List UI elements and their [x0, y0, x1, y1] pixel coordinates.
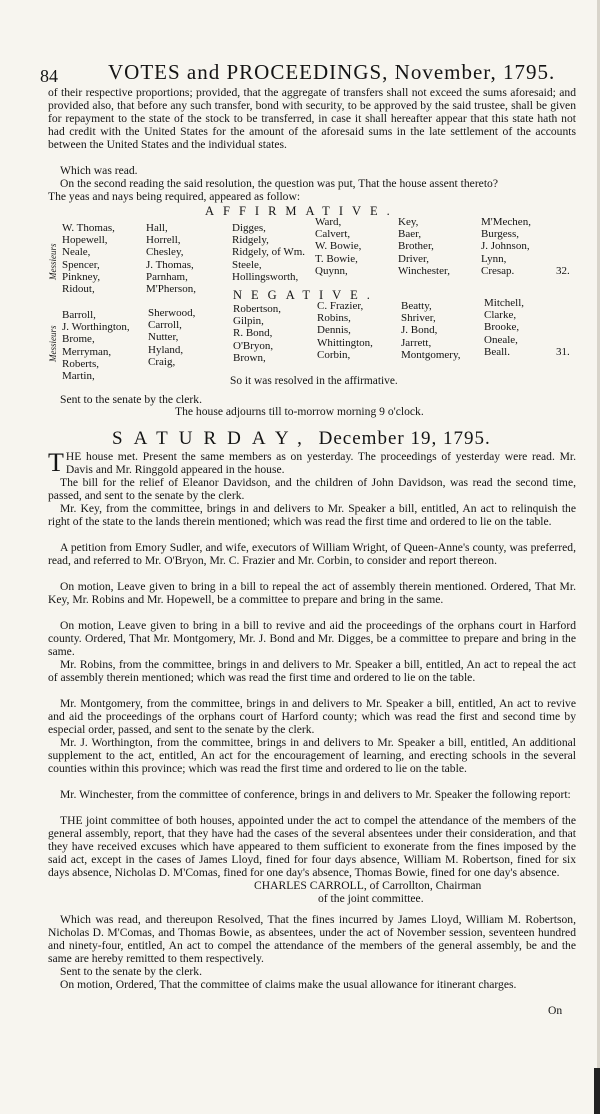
sent-to-senate: Sent to the senate by the clerk.	[60, 393, 202, 406]
vote-name: Horrell,	[146, 234, 181, 247]
paragraph-house-met	[48, 450, 576, 476]
vote-result: So it was resolved in the affirmative.	[230, 375, 398, 387]
vote-name: Shriver,	[401, 312, 436, 325]
vote-name: Calvert,	[315, 228, 351, 241]
vote-name: Parnham,	[146, 270, 188, 283]
paragraph-worthington-bill: Mr. J. Worthington, from the committee, brings in and delivers to Mr. Speaker a bill, entitled, An additional supplement to the act, entitled, An act for the encouragement of learning, and erecting schools in the several counties within this province; which was read the first time and ordered to lie on the table.	[48, 736, 576, 775]
vote-name: Brooke,	[484, 321, 520, 334]
paragraph-davidson-bill: The bill for the relief of Eleanor Davidson, and the children of John Davidson, was read the second time, passed, and sent to the senate by the clerk.	[48, 476, 576, 502]
vote-name: W. Bowie,	[315, 240, 362, 253]
paragraph-montgomery-bill: Mr. Montgomery, from the committee, brings in and delivers to Mr. Speaker a bill, entitled, An act to revive and aid the proceedings of the orphans court of Harford county; which was read the first and second time by especial order, passed, and sent to the senate by the clerk.	[48, 697, 576, 736]
vote-name: Hall,	[146, 222, 168, 234]
page-number: 84	[40, 66, 58, 86]
vote-name: Ridout,	[62, 282, 95, 295]
vote-name: J. Bond,	[401, 324, 438, 337]
vote-name: J. Thomas,	[146, 258, 194, 271]
vote-name: Pinkney,	[62, 270, 101, 283]
paragraph-key-bill: Mr. Key, from the committee, brings in and delivers to Mr. Speaker a bill, entitled, An act to relinquish the right of the state to the lands therein mentioned; which was read the first time and ordered to lie on the table.	[48, 502, 576, 528]
scan-edge-mark	[594, 1068, 600, 1114]
negative-total: 31.	[556, 346, 570, 358]
paragraph-joint-committee-report: THE joint committee of both houses, appointed under the act to compel the attendance of the members of the general assembly, report, that they have had the cases of the several absentees under their consideration, and that they have received excuses which have appeared to them sufficient to exonerate from the fines imposed by the said act, except in the cases of James Lloyd, fined for four days absence, William M. Robertson, fined for six days absence, Nicholas D. M'Comas, fined for one day's absence, Thomas Bowie, fined for one day's absence.	[48, 814, 576, 879]
vote-name: Sherwood,	[148, 307, 196, 319]
vote-name: Lynn,	[481, 252, 507, 265]
vote-name: Ward,	[315, 216, 342, 228]
paragraph-text: HE house met. Present the same members as on yesterday. The proceedings of yesterday were read. Mr. Davis and Mr. Ringgold appeared in the house.	[65, 450, 576, 476]
vote-name: Beatty,	[401, 300, 432, 312]
affirmative-heading: AFFIRMATIVE.	[205, 204, 399, 218]
negative-column-6	[484, 297, 524, 358]
vote-name: Baer,	[398, 228, 422, 241]
vote-name: Corbin,	[317, 348, 351, 361]
signature-role: of the joint committee.	[318, 892, 424, 905]
vote-name: O'Bryon,	[233, 339, 274, 352]
vote-name: J. Johnson,	[481, 240, 530, 253]
vote-name: Robertson,	[233, 303, 281, 315]
vote-name: W. Thomas,	[62, 222, 115, 234]
paragraph-robins-bill: Mr. Robins, from the committee, brings in and delivers to Mr. Speaker a bill, entitled, An act to repeal the act of assembly therein mentioned; which was read the first time and ordered to lie on the table.	[48, 658, 576, 684]
vote-name: Carroll,	[148, 319, 182, 332]
vote-name: Dennis,	[317, 324, 351, 337]
paragraph-sent-senate: Sent to the senate by the clerk.	[60, 965, 202, 978]
vote-name: R. Bond,	[233, 327, 273, 340]
day-name: SATURDAY,	[112, 428, 313, 449]
vote-name: J. Worthington,	[62, 321, 130, 334]
vote-name: Driver,	[398, 252, 430, 265]
affirmative-column-5	[398, 216, 450, 277]
day-date: December 19, 1795.	[318, 428, 491, 449]
negative-column-2	[148, 307, 195, 368]
vote-name: Montgomery,	[401, 348, 461, 361]
paragraph-orphans-court-motion: On motion, Leave given to bring in a bill to revive and aid the proceedings of the orphans court in Harford county. Ordered, That Mr. Montgomery, Mr. J. Bond and Mr. Digges, be a committee to prepare and bring in the same.	[48, 619, 576, 658]
vote-name: Winchester,	[398, 264, 450, 277]
vote-name: Hyland,	[148, 343, 184, 356]
vote-name: Nutter,	[148, 331, 179, 344]
paragraph-claims-order: On motion, Ordered, That the committee of claims make the usual allowance for itinerant charges.	[60, 978, 517, 991]
vote-name: M'Mechen,	[481, 216, 531, 228]
second-reading: On the second reading the said resolution, the question was put, That the house assent thereto?	[60, 177, 498, 190]
vote-name: Gilpin,	[233, 315, 264, 328]
which-was-read: Which was read.	[60, 164, 138, 177]
paragraph-repeal-motion: On motion, Leave given to bring in a bill to repeal the act of assembly therein mentioned. Ordered, That Mr. Key, Mr. Robins and Mr. Hopewell, be a committee to prepare and bring in the same.	[48, 580, 576, 606]
affirmative-column-3	[232, 222, 305, 283]
vote-name: Whittington,	[317, 336, 373, 349]
vote-name: Robins,	[317, 312, 351, 325]
adjournment-line: The house adjourns till to-morrow morning 9 o'clock.	[175, 405, 424, 418]
vote-name: Ridgely,	[232, 234, 269, 247]
messieurs-label-affirmative: Messieurs	[48, 243, 58, 280]
running-title: VOTES and PROCEEDINGS, November, 1795.	[108, 60, 556, 84]
vote-name: C. Frazier,	[317, 300, 364, 312]
signature-name: CHARLES CARROLL, of Carrollton, Chairman	[254, 879, 482, 892]
drop-cap: T	[48, 448, 64, 477]
affirmative-total: 32.	[556, 265, 570, 277]
vote-name: M'Pherson,	[146, 282, 196, 295]
vote-name: Jarrett,	[401, 336, 432, 349]
day-heading	[112, 428, 491, 450]
vote-name: Quynn,	[315, 264, 348, 277]
affirmative-column-6	[481, 216, 531, 277]
vote-name: Brother,	[398, 240, 434, 253]
vote-name: Key,	[398, 216, 419, 228]
vote-name: Martin,	[62, 369, 95, 382]
vote-name: Brown,	[233, 351, 266, 364]
vote-name: Craig,	[148, 355, 176, 368]
opening-paragraph: of their respective proportions; provided, that the aggregate of transfers shall not exceed the sums aforesaid; and provided also, that before any such transfer, bond with security, to be approved by the said trustee, shall be given for repayment to the state of the stock to be transferred, in case it shall hereafter appear that this state hath not had credit with the United States for the amount of the aforesaid sums in the late settlement of the accounts between the United States and the individual states.	[48, 86, 576, 151]
vote-name: Brome,	[62, 333, 95, 346]
affirmative-column-1	[62, 222, 115, 295]
catchword: On	[548, 1004, 563, 1017]
vote-name: Hopewell,	[62, 234, 108, 247]
vote-name: Beall.	[484, 345, 510, 358]
negative-column-1	[62, 309, 130, 382]
vote-name: Steele,	[232, 258, 262, 271]
vote-name: Chesley,	[146, 246, 184, 259]
vote-name: Ridgely, of Wm.	[232, 246, 306, 259]
vote-name: Clarke,	[484, 309, 517, 322]
vote-name: Burgess,	[481, 228, 519, 241]
negative-heading: NEGATIVE.	[233, 288, 379, 302]
affirmative-column-4	[315, 216, 361, 277]
vote-name: T. Bowie,	[315, 252, 358, 265]
messieurs-label-negative: Messieurs	[48, 325, 58, 362]
negative-column-5	[401, 300, 460, 361]
paragraph-resolved: Which was read, and thereupon Resolved, That the fines incurred by James Lloyd, William M. Robertson, Nicholas D. M'Comas, and Thomas Bowie, as absentees, under the act of November session, seventeen hundred and ninety-four, entitled, An act to compel the attendance of the members of the general assembly, be and the same are hereby remitted to them respectively.	[48, 913, 576, 965]
vote-name: Cresap.	[481, 264, 515, 277]
affirmative-column-2	[146, 222, 196, 295]
vote-name: Spencer,	[62, 258, 100, 271]
vote-name: Oneale,	[484, 333, 518, 346]
vote-name: Roberts,	[62, 357, 99, 370]
vote-name: Mitchell,	[484, 297, 525, 309]
vote-name: Merryman,	[62, 345, 112, 358]
vote-name: Neale,	[62, 246, 91, 259]
vote-name: Hollingsworth,	[232, 270, 299, 283]
vote-name: Digges,	[232, 222, 266, 234]
paragraph-sudler-petition: A petition from Emory Sudler, and wife, executors of William Wright, of Queen-Anne's county, was preferred, read, and referred to Mr. O'Bryon, Mr. C. Frazier and Mr. Corbin, to consider and report thereon.	[48, 541, 576, 567]
negative-column-3	[233, 303, 281, 364]
vote-name: Barroll,	[62, 309, 96, 321]
yeas-nays-line: The yeas and nays being required, appeared as follow:	[48, 190, 301, 203]
paragraph-winchester-report: Mr. Winchester, from the committee of conference, brings in and delivers to Mr. Speaker the following report:	[60, 788, 571, 801]
negative-column-4	[317, 300, 373, 361]
